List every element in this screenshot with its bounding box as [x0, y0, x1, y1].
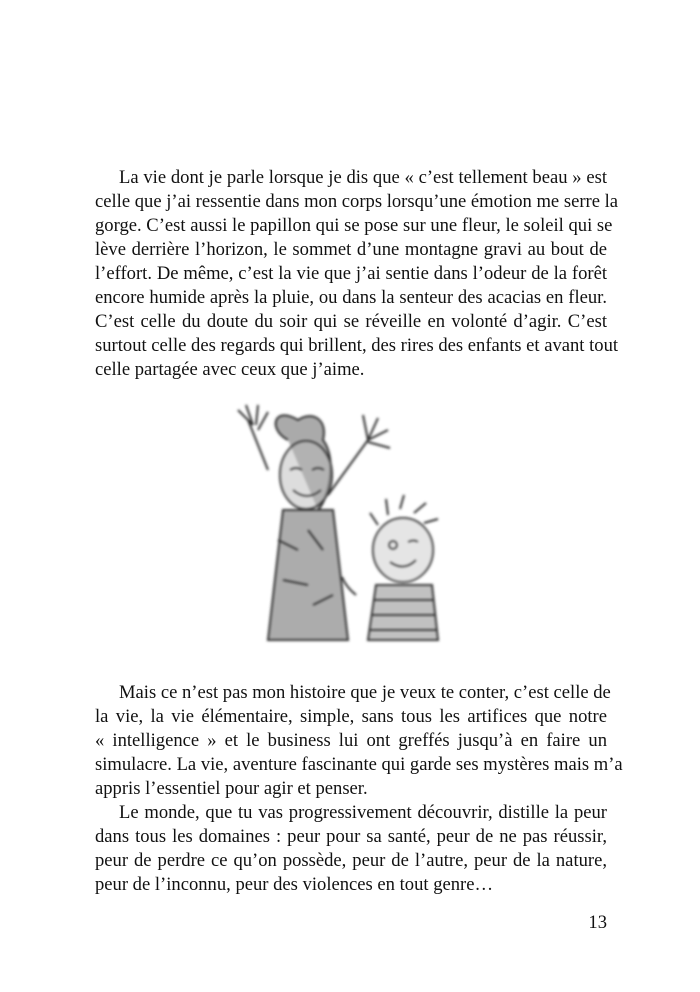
text-line: simulacre. La vie, aventure fascinante qui garde ses mystères mais m’a: [95, 754, 623, 775]
text-line: celle partagée avec ceux que j’aime.: [95, 359, 365, 380]
text-line: « intelligence » et le business lui ont greffés jusqu’à en faire un: [95, 730, 607, 751]
text-line: C’est celle du doute du soir qui se réveille en volonté d’agir. C’est: [95, 311, 607, 332]
text-line: La vie dont je parle lorsque je dis que « c’est tellement beau » est: [119, 167, 607, 188]
illustration-two-children: [228, 400, 464, 650]
text-line: celle que j’ai ressentie dans mon corps lorsqu’une émotion me serre la: [95, 191, 619, 212]
page-number: 13: [588, 912, 607, 933]
text-line: appris l’essentiel pour agir et penser.: [95, 778, 368, 799]
text-line: peur de l’inconnu, peur des violences en tout genre…: [95, 874, 494, 895]
paragraph-top: [95, 166, 619, 382]
paragraphs-bottom: [95, 681, 623, 897]
children-sketch-icon: [228, 400, 464, 650]
text-line: Mais ce n’est pas mon histoire que je veux te conter, c’est celle de: [119, 682, 611, 703]
text-line: l’effort. De même, c’est la vie que j’ai sentie dans l’odeur de la forêt: [95, 263, 607, 284]
text-line: encore humide après la pluie, ou dans la senteur des acacias en fleur.: [95, 287, 607, 308]
text-line: lève derrière l’horizon, le sommet d’une montagne gravi au bout de: [95, 239, 607, 260]
text-line: la vie, la vie élémentaire, simple, sans tous les artifices que notre: [95, 706, 607, 727]
text-line: surtout celle des regards qui brillent, des rires des enfants et avant tout: [95, 335, 619, 356]
text-line: Le monde, que tu vas progressivement découvrir, distille la peur: [119, 802, 607, 823]
text-line: dans tous les domaines : peur pour sa santé, peur de ne pas réussir,: [95, 826, 607, 847]
text-line: gorge. C’est aussi le papillon qui se pose sur une fleur, le soleil qui se: [95, 215, 613, 236]
text-line: peur de perdre ce qu’on possède, peur de l’autre, peur de la nature,: [95, 850, 607, 871]
